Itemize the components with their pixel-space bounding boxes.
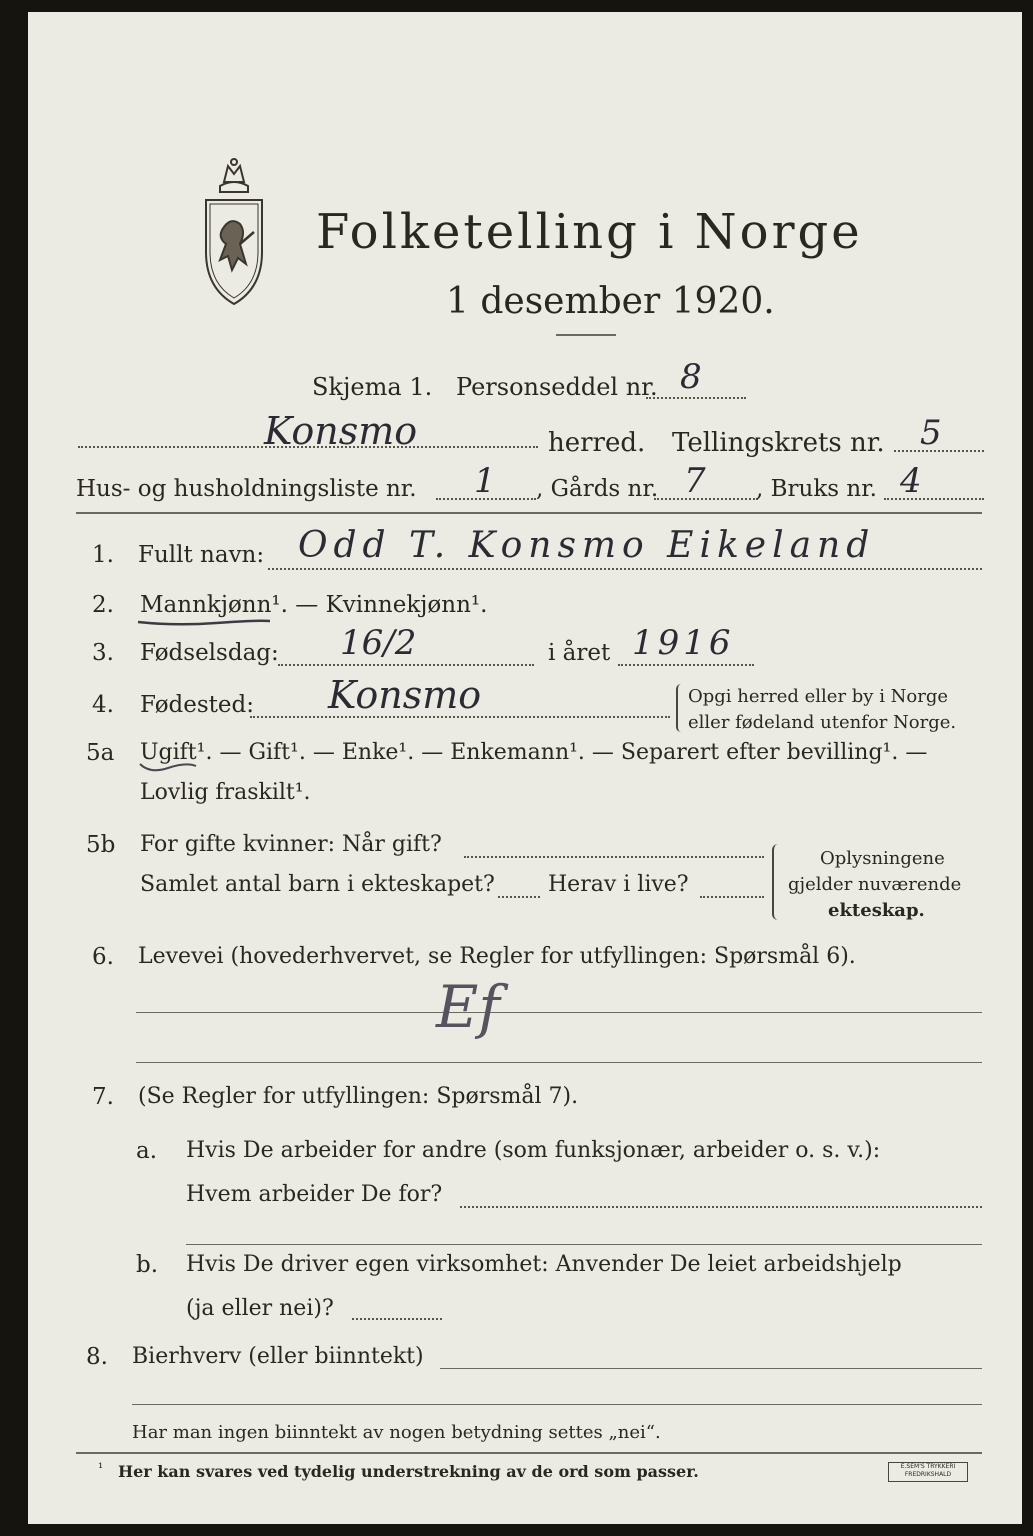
husliste-value: 1: [474, 461, 496, 501]
q7a-line1: Hvis De arbeider for andre (som funksjonær, arbeider o. s. v.):: [186, 1138, 881, 1163]
q1-label: Fullt navn:: [138, 542, 265, 568]
q6-line-1: [136, 1012, 982, 1013]
q4-label: Fødested:: [140, 692, 255, 718]
q7b-number: b.: [136, 1252, 159, 1278]
norwegian-coat-of-arms-icon: [196, 152, 272, 312]
tellingskrets-label: Tellingskrets nr.: [672, 428, 885, 458]
q7b-line: [352, 1318, 442, 1320]
q3-day-line: [278, 664, 534, 666]
q4-note-2: eller fødeland utenfor Norge.: [688, 712, 957, 733]
q3-year-label: i året: [548, 640, 611, 666]
bruks-value: 4: [900, 461, 922, 501]
census-date: 1 desember 1920.: [446, 281, 775, 322]
herred-label: herred.: [548, 428, 646, 458]
q7-label: (Se Regler for utfyllingen: Spørsmål 7).: [138, 1084, 579, 1109]
husliste-label: Hus- og husholdningsliste nr.: [76, 476, 417, 502]
q8-line-1: [440, 1368, 982, 1369]
q5a-number: 5a: [86, 740, 115, 766]
footnote-text: Her kan svares ved tydelig understrekning av de ord som passer.: [118, 1462, 699, 1481]
gards-label: , Gårds nr.: [536, 476, 659, 502]
q3-value: 16/2: [340, 623, 417, 663]
q7a-line2: Hvem arbeider De for?: [186, 1182, 443, 1207]
q6-value: Ef: [436, 973, 500, 1041]
q6-label: Levevei (hovederhvervet, se Regler for utfyllingen: Spørsmål 6).: [138, 944, 856, 969]
q1-number: 1.: [92, 542, 114, 568]
q5b-line2a: Samlet antal barn i ekteskapet?: [140, 872, 495, 897]
printer-stamp-line2: FREDRIKSHALD: [904, 1471, 952, 1478]
q2-number: 2.: [92, 592, 114, 618]
q3-label: Fødselsdag:: [140, 640, 279, 666]
q6-line-2: [136, 1062, 982, 1063]
herred-value: Konsmo: [264, 409, 418, 453]
personseddel-value: 8: [680, 357, 702, 397]
q5b-barn-line: [498, 896, 540, 898]
q4-number: 4.: [92, 692, 114, 718]
printer-stamp: [888, 1462, 968, 1482]
q1-line: [268, 568, 982, 570]
q7a-extra-line: [186, 1244, 982, 1245]
personseddel-line: [646, 397, 746, 399]
header-divider: [76, 512, 982, 514]
mannkjonn-underline: [136, 616, 272, 628]
tellingskrets-value: 5: [920, 413, 942, 453]
printer-stamp-line1: E.SEM'S TRYKKERI: [900, 1463, 956, 1470]
q7a-line: [460, 1206, 982, 1208]
footer-note: Har man ingen biinntekt av nogen betydning settes „nei“.: [132, 1422, 661, 1443]
q7b-line2: (ja eller nei)?: [186, 1296, 334, 1321]
q4-note-1: Opgi herred eller by i Norge: [688, 686, 949, 707]
q6-number: 6.: [92, 944, 114, 970]
q8-line-2: [132, 1404, 982, 1405]
census-form-page: [28, 12, 1022, 1524]
q5a-line1: Ugift¹. — Gift¹. — Enke¹. — Enkemann¹. — Separert efter bevilling¹. —: [140, 740, 928, 765]
q2-label: Mannkjønn¹. — Kvinnekjønn¹.: [140, 592, 488, 618]
q1-value: Odd T. Konsmo Eikeland: [298, 525, 876, 566]
bruks-line: [884, 498, 984, 500]
q8-label: Bierhverv (eller biinntekt): [132, 1344, 424, 1369]
bruks-label: , Bruks nr.: [756, 476, 877, 502]
q8-number: 8.: [86, 1344, 108, 1370]
gards-value: 7: [684, 461, 706, 501]
q3-number: 3.: [92, 640, 114, 666]
q5b-note-2: gjelder nuværende: [788, 874, 962, 895]
q5b-gift-line: [464, 856, 764, 858]
ugift-mark: [138, 760, 198, 774]
q3-year-line: [618, 664, 754, 666]
q3-year-value: 1916: [632, 623, 735, 663]
footnote-mark: ¹: [98, 1461, 104, 1476]
q5a-line2: Lovlig fraskilt¹.: [140, 780, 311, 805]
q4-value: Konsmo: [328, 673, 482, 717]
q7a-number: a.: [136, 1138, 158, 1164]
title-separator: [556, 334, 616, 336]
skjema-label: Skjema 1.: [312, 373, 433, 401]
q5b-number: 5b: [86, 832, 116, 858]
q7-number: 7.: [92, 1084, 114, 1110]
form-title: Folketelling i Norge: [316, 204, 863, 260]
personseddel-label: Personseddel nr.: [456, 373, 658, 401]
q5b-note-3: ekteskap.: [828, 900, 925, 921]
gards-line: [654, 498, 758, 500]
q5b-line2b: Herav i live?: [548, 872, 689, 897]
q4-note-brace: [676, 684, 686, 732]
q7b-line1: Hvis De driver egen virksomhet: Anvender De leiet arbeidshjelp: [186, 1252, 902, 1277]
q5b-line1: For gifte kvinner: Når gift?: [140, 832, 442, 857]
footer-divider: [76, 1452, 982, 1454]
q5b-note-1: Oplysningene: [820, 848, 945, 869]
q5b-ilive-line: [700, 896, 764, 898]
q5b-note-brace: [772, 844, 784, 920]
